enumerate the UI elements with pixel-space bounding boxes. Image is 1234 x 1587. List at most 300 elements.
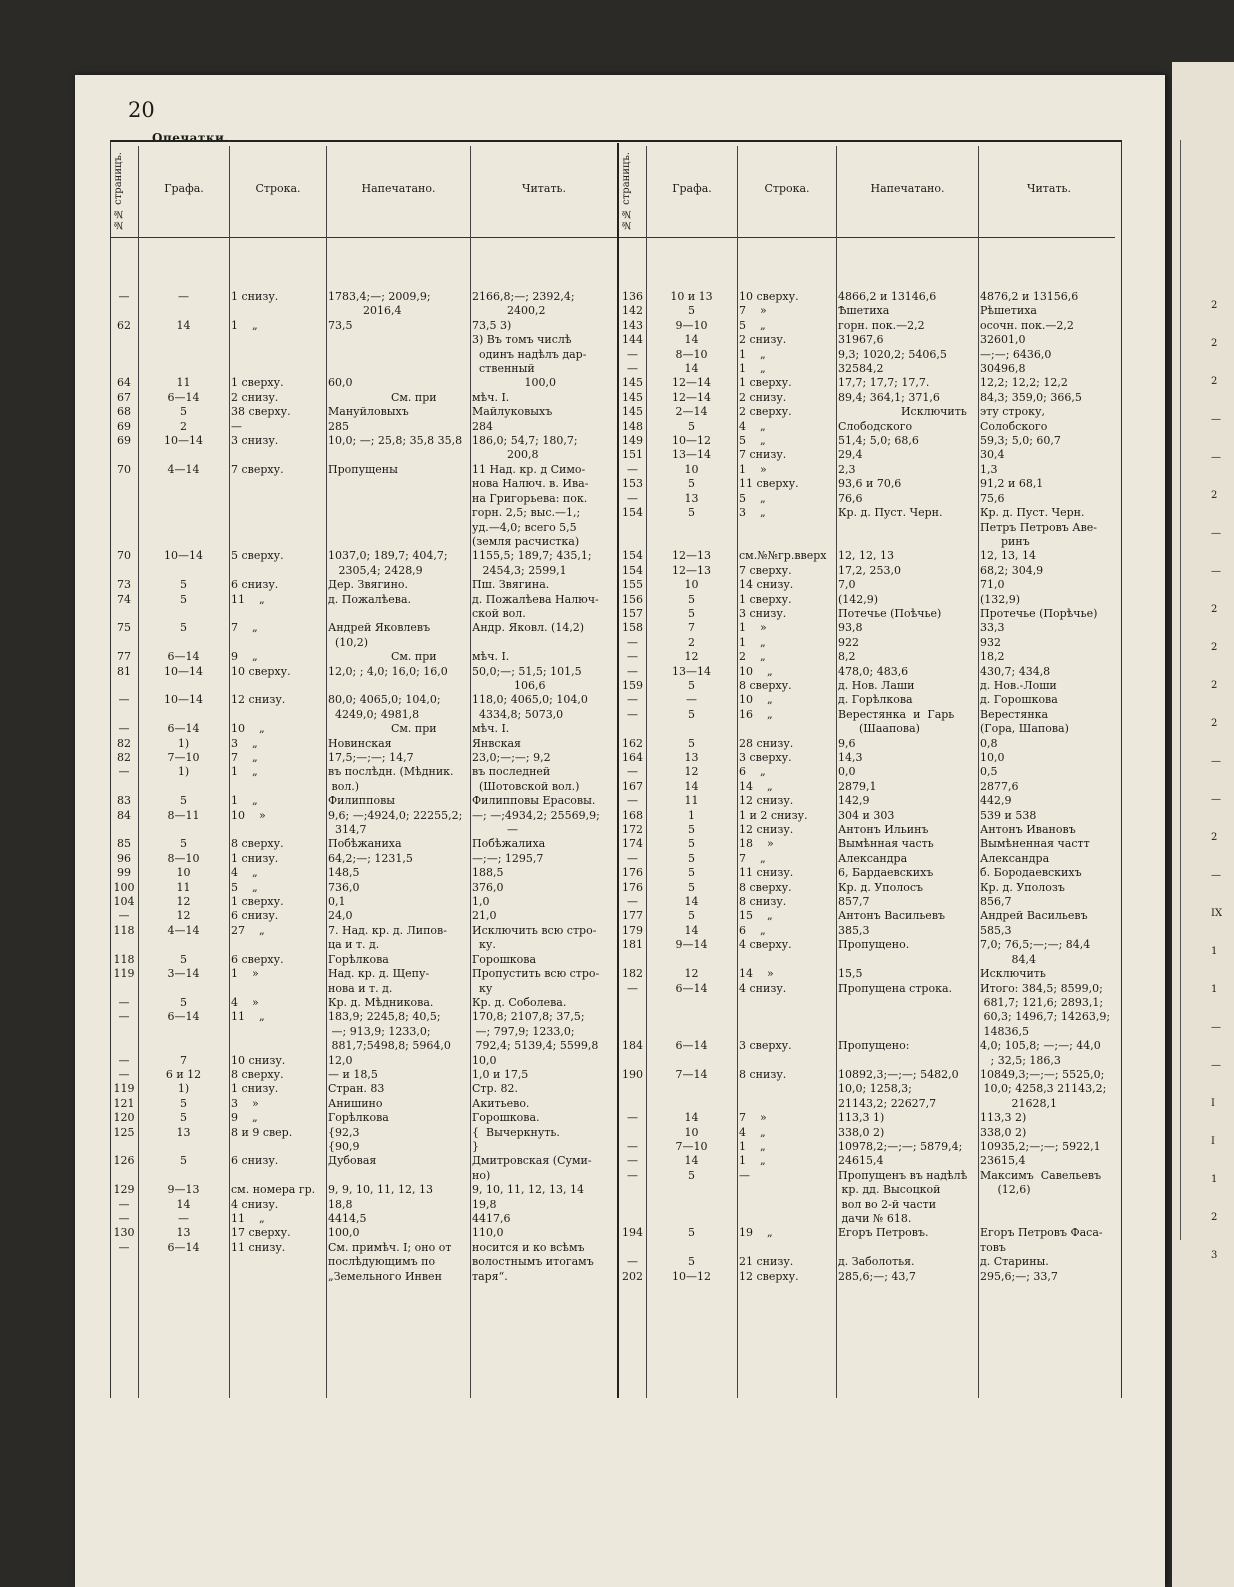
cell-read: 284 (472, 419, 493, 433)
cell-page: — (627, 1168, 638, 1182)
cell-read: 2877,6 (980, 779, 1019, 793)
cell-read: 10,0 (980, 751, 1005, 764)
cell-line: 5 „ (739, 491, 766, 505)
table-row (110, 895, 617, 909)
table-row (619, 290, 1119, 304)
next-page-fragment: 1 (1211, 1174, 1218, 1185)
cell-read: Солобского (980, 419, 1048, 433)
cell-printed: 7. Над. кр. д. Липов- ца и т. д. (328, 923, 447, 952)
table-row (110, 1154, 617, 1183)
header-printed-right: Напечатано. (870, 182, 945, 195)
cell-printed: Пропущены (328, 462, 398, 476)
cell-column: 5 (180, 1154, 187, 1168)
cell-column: 11 (176, 880, 191, 894)
cell-read: Итого: 384,5; 8599,0; 681,7; 121,6; 2893,1; 60,3; 1496,7; 14263,9; 14836,5 (980, 981, 1111, 1038)
cell-read: 84,3; 359,0; 366,5 (980, 390, 1082, 404)
cell-page: — (118, 693, 130, 707)
cell-printed: 12,0 (328, 1053, 353, 1067)
cell-page: 69 (117, 434, 131, 448)
cell-printed: Дер. Звягино. (328, 578, 409, 592)
cell-read: 18,2 (980, 650, 1005, 664)
cell-line: 19 „ (739, 1226, 773, 1240)
cell-line: 8 и 9 свер. (231, 1125, 293, 1139)
cell-line: 11 снизу. (739, 866, 794, 880)
cell-page: 100 (113, 880, 135, 894)
cell-column: 5 (688, 707, 695, 721)
cell-page: — (118, 1197, 130, 1211)
cell-column: 12—13 (672, 563, 711, 577)
cell-page: 174 (622, 837, 643, 851)
cell-column: 13—14 (672, 448, 711, 462)
cell-page: — (627, 462, 638, 476)
table-row (110, 1111, 617, 1125)
cell-read: 113,3 2) (980, 1111, 1027, 1125)
cell-column: 6—14 (675, 1039, 708, 1053)
table-row (619, 737, 1119, 751)
table-row (110, 420, 617, 434)
cell-page: 74 (117, 592, 131, 606)
cell-column: — (686, 693, 697, 707)
table-row (619, 621, 1119, 635)
table-row (110, 1068, 617, 1082)
cell-line: 7 „ (231, 621, 258, 635)
cell-printed: горн. пок.—2,2 (838, 318, 925, 332)
cell-read: Кр. д. Уполозъ (980, 880, 1065, 894)
cell-line: 8 сверху. (739, 880, 792, 894)
cell-read: 30,4 (980, 448, 1005, 462)
table-row (110, 866, 617, 880)
cell-read: Рѣшетиха (980, 304, 1037, 318)
cell-page (110, 333, 138, 376)
cell-printed: 29,4 (838, 448, 863, 462)
cell-read: Протечье (Порѣчье) (980, 606, 1098, 620)
cell-printed: 12, 12, 13 (838, 549, 894, 563)
table-row (110, 737, 617, 751)
cell-printed: {92,3 {90,9 (328, 1125, 360, 1153)
cell-read: 295,6;—; 33,7 (980, 1269, 1058, 1283)
header-page-left: №№ страницъ. (113, 152, 124, 230)
cell-page: 70 (117, 549, 131, 563)
cell-read: Максимъ Савельевъ (12,6) (980, 1168, 1102, 1197)
cell-page: 62 (117, 318, 131, 332)
table-row (110, 924, 617, 953)
header-page-right: №№ страницъ. (621, 152, 632, 230)
cell-line: 2 снизу. (231, 390, 279, 404)
cell-page: — (118, 290, 130, 303)
cell-page: 157 (622, 606, 643, 620)
table-row (619, 895, 1119, 909)
cell-page: — (627, 895, 638, 909)
cell-page: 136 (622, 290, 643, 303)
cell-column: 12 (684, 765, 699, 779)
cell-printed: 17,2, 253,0 (838, 563, 901, 577)
cell-read: 12,2; 12,2; 12,2 (980, 376, 1068, 390)
cell-read: Пш. Звягина. (472, 578, 550, 592)
cell-read: Филипповы Ерасовы. (472, 794, 596, 808)
cell-page: 125 (113, 1125, 135, 1139)
cell-printed: Александра (838, 851, 908, 865)
cell-line (229, 333, 326, 376)
cell-line: 12 сверху. (739, 1269, 799, 1283)
cell-printed: 478,0; 483,6 (838, 664, 909, 678)
cell-column: 13 (684, 491, 699, 505)
cell-read: 30496,8 (980, 362, 1026, 376)
table-row (110, 967, 617, 996)
table-row (110, 1198, 617, 1212)
cell-printed: Новинская (328, 736, 392, 750)
cell-column: 2—14 (675, 405, 708, 419)
cell-page: 164 (622, 751, 643, 764)
next-page-fragment: 3 (1211, 1250, 1218, 1261)
cell-printed: 100,0 (328, 1226, 360, 1240)
next-page-fragment: I (1211, 1136, 1215, 1147)
cell-printed: См. при (328, 390, 437, 404)
table-row (110, 996, 617, 1010)
cell-line: 6 снизу. (231, 578, 279, 592)
cell-read: 21,0 (472, 909, 497, 923)
cell-page: 154 (622, 506, 643, 520)
cell-read: Побѣжалиха (472, 837, 546, 851)
cell-column: 5 (180, 592, 187, 606)
cell-column: 5 (688, 304, 695, 318)
cell-page: 118 (113, 952, 135, 966)
cell-page: 129 (113, 1183, 135, 1197)
table-row (619, 809, 1119, 823)
cell-line: 3 снизу. (739, 606, 787, 620)
table-row (110, 794, 617, 808)
cell-column: 12 (684, 650, 699, 664)
cell-printed: См. при (328, 722, 437, 736)
cell-line: 2 снизу. (739, 390, 787, 404)
cell-column: 5 (688, 736, 695, 750)
cell-page: — (118, 1240, 130, 1254)
cell-page: — (627, 794, 638, 808)
next-page-fragment: IX (1211, 908, 1223, 919)
table-row (619, 463, 1119, 477)
cell-column: 4—14 (167, 923, 200, 937)
table-row (619, 448, 1119, 462)
cell-read: 856,7 (980, 895, 1012, 909)
cell-line: 6 снизу. (231, 1154, 279, 1168)
cell-page: — (627, 765, 638, 779)
table-row (619, 650, 1119, 664)
table-row (110, 809, 617, 838)
cell-column: 7—14 (675, 1067, 708, 1081)
cell-column: 5 (688, 477, 695, 491)
cell-printed: 148,5 (328, 866, 360, 880)
cell-column: 1) (177, 736, 190, 750)
cell-page: 75 (117, 621, 131, 635)
cell-printed: 1037,0; 189,7; 404,7; 2305,4; 2428,9 (328, 549, 448, 577)
cell-page: — (118, 722, 130, 736)
cell-column: 5 (688, 419, 695, 433)
cell-page: 155 (622, 578, 643, 592)
table-row (619, 506, 1119, 549)
cell-read: Егоръ Петровъ Фаса- товъ (980, 1226, 1103, 1254)
cell-page: — (627, 362, 638, 376)
next-page-fragment: — (1211, 794, 1221, 805)
table-row (619, 693, 1119, 707)
cell-column: 14 (684, 1111, 699, 1125)
cell-column (138, 333, 229, 376)
cell-printed (326, 333, 470, 376)
cell-read: 59,3; 5,0; 60,7 (980, 434, 1061, 448)
cell-printed: 304 и 303 (838, 808, 895, 822)
cell-line: 1 » (231, 967, 259, 981)
table-row (110, 1212, 617, 1226)
cell-line: 15 „ (739, 909, 773, 923)
table-row (110, 1241, 617, 1284)
cell-printed: 9,6 (838, 736, 856, 750)
cell-page: 121 (113, 1096, 135, 1110)
cell-column: 5 (180, 405, 187, 419)
cell-printed: Пропущенъ въ надѣлѣ кр. дд. Высоцкой вол во 2-й части дачи № 618. (838, 1168, 968, 1225)
cell-page: — (118, 1067, 130, 1081)
cell-page: — (627, 1139, 638, 1153)
cell-line: 14 снизу. (739, 578, 794, 592)
table-row (619, 982, 1119, 1040)
cell-column: 5 (180, 1096, 187, 1110)
cell-printed: 93,6 и 70,6 (838, 477, 902, 491)
cell-read: Вымѣненная частт (980, 837, 1090, 851)
cell-read: Горошкова (472, 952, 537, 966)
cell-read: 0,5 (980, 765, 998, 779)
table-row (619, 679, 1119, 693)
cell-line: 5 „ (231, 880, 258, 894)
cell-read: 585,3 (980, 923, 1012, 937)
cell-printed: 113,3 1) (838, 1111, 885, 1125)
cell-printed: 93,8 (838, 621, 863, 635)
table-row (619, 304, 1119, 318)
cell-printed: Верестянка и Гарь (Шаапова) (838, 707, 955, 736)
cell-page: — (118, 1053, 130, 1067)
cell-printed: 31967,6 (838, 333, 884, 347)
cell-page: — (627, 491, 638, 505)
cell-line: 1 » (739, 462, 767, 476)
table-row (619, 794, 1119, 808)
cell-printed: 285,6;—; 43,7 (838, 1269, 916, 1283)
cell-printed: Исключить (838, 405, 967, 419)
cell-column: 10—14 (164, 434, 203, 448)
table-row (110, 549, 617, 578)
cell-page: 96 (117, 851, 131, 865)
table-row (110, 1097, 617, 1111)
cell-line: 2 сверху. (739, 405, 792, 419)
header-line-right: Строка. (764, 182, 810, 195)
cell-page: 153 (622, 477, 643, 491)
cell-line: 12 снизу. (739, 794, 794, 808)
cell-read: —;—; 6436,0 (980, 347, 1052, 361)
cell-page: 176 (622, 880, 643, 894)
cell-printed: Антонъ Ильинъ (838, 823, 929, 837)
cell-column: 13 (176, 1125, 191, 1139)
cell-page: — (627, 664, 638, 678)
cell-line: 1 » (739, 621, 767, 635)
cell-printed: 9, 9, 10, 11, 12, 13 (328, 1183, 433, 1197)
cell-page: 81 (117, 664, 131, 678)
table-row (110, 1054, 617, 1068)
cell-page: — (627, 851, 638, 865)
cell-printed: Егоръ Петровъ. (838, 1226, 929, 1240)
cell-line: 8 снизу. (739, 1067, 787, 1081)
cell-read: Горошкова. (472, 1111, 540, 1125)
cell-line: 14 „ (739, 779, 773, 793)
cell-page: — (118, 765, 130, 779)
cell-page: 167 (622, 779, 643, 793)
cell-page: 143 (622, 318, 643, 332)
cell-page: 119 (113, 967, 135, 981)
cell-line: 3 сверху. (739, 1039, 792, 1053)
cell-column: 7 (688, 621, 695, 635)
header-printed-left: Напечатано. (361, 182, 436, 195)
table-row (619, 492, 1119, 506)
cell-column: 5 (180, 794, 187, 808)
cell-read: мѣч. I. (472, 722, 510, 736)
cell-column: 10—12 (672, 1269, 711, 1283)
next-page-fragment: 2 (1211, 300, 1218, 311)
cell-read: 100,0 (472, 376, 556, 390)
table-row (619, 924, 1119, 938)
cell-page: 120 (113, 1111, 135, 1125)
table-row (619, 434, 1119, 448)
cell-page: 158 (622, 621, 643, 635)
cell-printed: Анишино (328, 1096, 383, 1110)
cell-column: 10 (176, 866, 191, 880)
cell-read: 118,0; 4065,0; 104,0 4334,8; 5073,0 (472, 693, 588, 721)
table-row (619, 1255, 1119, 1269)
cell-column: 12 (176, 895, 191, 909)
cell-printed: 8,2 (838, 650, 856, 664)
cell-line: 8 сверху. (231, 1067, 284, 1081)
cell-page: 145 (622, 376, 643, 390)
cell-column: 5 (688, 837, 695, 851)
table-row (110, 578, 617, 592)
cell-column: 5 (688, 678, 695, 692)
table-row (619, 780, 1119, 794)
cell-column: 5 (688, 506, 695, 520)
cell-page: — (627, 1255, 638, 1269)
cell-column: 12—13 (672, 549, 711, 563)
cell-printed: 24615,4 (838, 1154, 884, 1168)
cell-page: 156 (622, 592, 643, 606)
cell-read: 442,9 (980, 794, 1012, 808)
header-column-left: Графа. (164, 182, 204, 195)
cell-read: 68,2; 304,9 (980, 563, 1044, 577)
cell-line: 7 „ (231, 751, 258, 764)
cell-column: 13 (684, 751, 699, 764)
cell-read: Исключить (980, 967, 1046, 981)
table-row (110, 376, 617, 390)
cell-line: 4 „ (231, 866, 258, 880)
cell-page: 151 (622, 448, 643, 462)
cell-page: — (118, 909, 130, 923)
cell-read: Акитьево. (472, 1096, 530, 1110)
cell-column: 8—11 (167, 808, 200, 822)
cell-line: 11 „ (231, 592, 265, 606)
cell-read: 50,0;—; 51,5; 101,5 106,6 (472, 664, 582, 692)
cell-printed: 385,3 (838, 923, 870, 937)
cell-column: 10—14 (164, 549, 203, 563)
cell-read: Андр. Яковл. (14,2) (472, 621, 585, 635)
cell-column: 14 (684, 779, 699, 793)
cell-line: 11 снизу. (231, 1240, 286, 1254)
cell-line: 9 „ (231, 650, 258, 664)
cell-page: 77 (117, 650, 131, 664)
cell-column: 5 (180, 837, 187, 851)
cell-page: 202 (622, 1269, 643, 1283)
next-page-fragment: — (1211, 1022, 1221, 1033)
cell-column: 9—14 (675, 938, 708, 952)
cell-column: 5 (688, 592, 695, 606)
table-row (619, 1039, 1119, 1068)
cell-printed: 4866,2 и 13146,6 (838, 290, 937, 303)
cell-page: 176 (622, 866, 643, 880)
header-column-right: Графа. (672, 182, 712, 195)
cell-page: 181 (622, 938, 643, 952)
table-row (110, 909, 617, 923)
cell-line: 3 » (231, 1096, 259, 1110)
cell-page: 68 (117, 405, 131, 419)
cell-line: 6 сверху. (231, 952, 284, 966)
cell-printed: Слободского (838, 419, 913, 433)
cell-read: 19,8 (472, 1197, 497, 1211)
table-row (110, 405, 617, 419)
cell-line: 1 и 2 снизу. (739, 808, 808, 822)
next-page-fragment: 1 (1211, 946, 1218, 957)
cell-read: осочн. пок.—2,2 (980, 318, 1074, 332)
cell-page: 144 (622, 333, 643, 347)
cell-column: — (178, 1212, 189, 1225)
cell-read: 338,0 2) (980, 1125, 1027, 1139)
cell-printed: 0,0 (838, 765, 856, 779)
table-row (110, 837, 617, 851)
cell-column: 5 (180, 1111, 187, 1125)
next-page-fragment: — (1211, 528, 1221, 539)
next-page-fragment: 2 (1211, 718, 1218, 729)
cell-line: 3 „ (739, 506, 766, 520)
cell-column: 1) (177, 1082, 190, 1096)
cell-line: 7 снизу. (739, 448, 787, 462)
cell-line: 7 сверху. (231, 462, 284, 476)
cell-read: 33,3 (980, 621, 1005, 635)
next-page-fragment: — (1211, 566, 1221, 577)
table-row (619, 636, 1119, 650)
table-row (619, 1068, 1119, 1111)
cell-column: 10 (684, 462, 699, 476)
table-row (110, 1126, 617, 1155)
cell-read: —;—; 1295,7 (472, 851, 544, 865)
cell-line: 1 сверху. (739, 376, 792, 390)
cell-line: — (739, 1168, 750, 1182)
cell-page: 145 (622, 390, 643, 404)
cell-read: д. Нов.-Лоши (980, 678, 1057, 692)
cell-read: 91,2 и 68,1 (980, 477, 1044, 491)
cell-column: 14 (684, 895, 699, 909)
table-row (110, 852, 617, 866)
cell-line: 28 снизу. (739, 736, 794, 750)
cell-printed: Кр. д. Мѣдникова. (328, 995, 434, 1009)
table-row (619, 1226, 1119, 1255)
cell-read: д. Горошкова (980, 693, 1058, 707)
cell-printed: Пропущено: (838, 1039, 910, 1053)
cell-column: 5 (688, 823, 695, 837)
page-header-title: Опечатки. (152, 131, 230, 145)
table-row (619, 391, 1119, 405)
cell-line: 38 сверху. (231, 405, 291, 419)
next-page-fragment: 2 (1211, 338, 1218, 349)
cell-page: 159 (622, 678, 643, 692)
cell-line: — (231, 419, 242, 433)
